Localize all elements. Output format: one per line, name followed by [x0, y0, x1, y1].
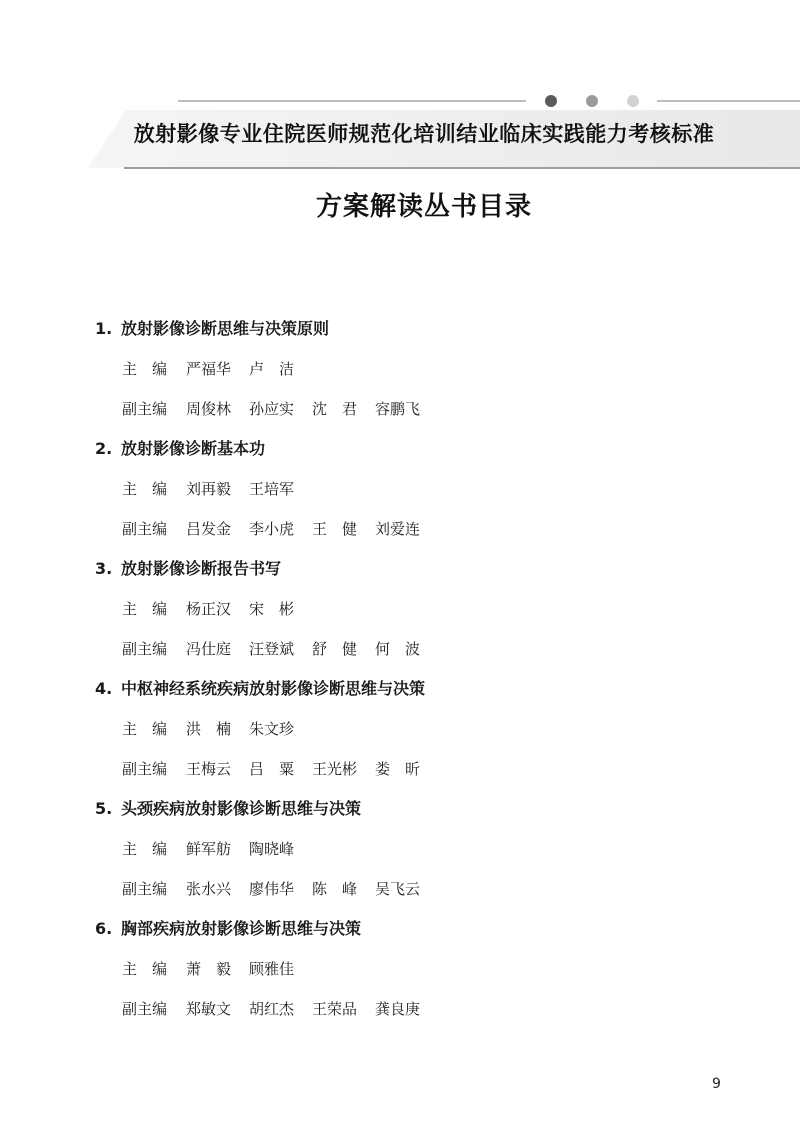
editor-role-label: 主 编 [122, 720, 168, 738]
editor-name: 宋 彬 [249, 600, 295, 618]
book-entry [95, 796, 715, 902]
editor-name: 陈 峰 [312, 880, 358, 898]
book-title [95, 796, 715, 822]
chief-editors-row [122, 596, 715, 622]
editor-name: 萧 毅 [186, 960, 232, 978]
editor-name: 孙应实 [249, 400, 295, 418]
editor-name: 杨正汉 [186, 600, 232, 618]
deputy-editors-row [122, 516, 715, 542]
editor-name: 陶晓峰 [249, 840, 295, 858]
deputy-editors-row [122, 756, 715, 782]
book-title-text: 头颈疾病放射影像诊断思维与决策 [121, 799, 362, 818]
book-number: 1. [95, 319, 113, 338]
editor-name: 廖伟华 [249, 880, 295, 898]
book-title-text: 放射影像诊断思维与决策原则 [121, 319, 330, 338]
book-number: 2. [95, 439, 113, 458]
editor-name: 吕 粟 [249, 760, 295, 778]
book-entry [95, 436, 715, 542]
editor-name: 卢 洁 [249, 360, 295, 378]
editor-name: 王荣品 [312, 1000, 358, 1018]
header-dot-medium [586, 95, 598, 107]
editor-name: 舒 健 [312, 640, 358, 658]
book-title [95, 316, 715, 342]
deputy-editors-row [122, 396, 715, 422]
series-title: 放射影像专业住院医师规范化培训结业临床实践能力考核标准 [133, 122, 715, 146]
editor-name: 王光彬 [312, 760, 358, 778]
editor-name: 胡红杰 [249, 1000, 295, 1018]
book-entry [95, 676, 715, 782]
book-title-text: 放射影像诊断报告书写 [121, 559, 282, 578]
editor-role-label: 主 编 [122, 840, 168, 858]
editor-role-label: 副主编 [122, 640, 168, 658]
editor-name: 冯仕庭 [186, 640, 232, 658]
book-title-text: 胸部疾病放射影像诊断思维与决策 [121, 919, 362, 938]
editor-name: 刘再毅 [186, 480, 232, 498]
book-title-text: 放射影像诊断基本功 [121, 439, 266, 458]
book-entry [95, 916, 715, 1022]
editor-name: 娄 昕 [375, 760, 421, 778]
chief-editors-row [122, 956, 715, 982]
editor-name: 朱文珍 [249, 720, 295, 738]
editor-name: 王梅云 [186, 760, 232, 778]
chief-editors-row [122, 716, 715, 742]
chief-editors-row [122, 836, 715, 862]
header-rule-right [657, 100, 800, 102]
chief-editors-row [122, 356, 715, 382]
editor-role-label: 主 编 [122, 360, 168, 378]
book-entry [95, 556, 715, 662]
book-entry [95, 316, 715, 422]
editor-name: 顾雅佳 [249, 960, 295, 978]
book-number: 5. [95, 799, 113, 818]
book-number: 6. [95, 919, 113, 938]
editor-role-label: 副主编 [122, 520, 168, 538]
header-dot-dark [545, 95, 557, 107]
book-title [95, 676, 715, 702]
editor-role-label: 主 编 [122, 480, 168, 498]
editor-role-label: 副主编 [122, 760, 168, 778]
editor-role-label: 主 编 [122, 960, 168, 978]
deputy-editors-row [122, 636, 715, 662]
editor-name: 王培军 [249, 480, 295, 498]
chief-editors-row [122, 476, 715, 502]
editor-name: 沈 君 [312, 400, 358, 418]
book-number: 3. [95, 559, 113, 578]
banner-underline [124, 167, 800, 169]
book-title-text: 中枢神经系统疾病放射影像诊断思维与决策 [121, 679, 426, 698]
editor-name: 汪登斌 [249, 640, 295, 658]
editor-name: 何 波 [375, 640, 421, 658]
editor-name: 容鹏飞 [375, 400, 421, 418]
editor-name: 郑敏文 [186, 1000, 232, 1018]
header-rule-left [178, 100, 526, 102]
book-title [95, 556, 715, 582]
editor-role-label: 副主编 [122, 1000, 168, 1018]
editor-name: 吕发金 [186, 520, 232, 538]
editor-role-label: 副主编 [122, 400, 168, 418]
book-number: 4. [95, 679, 113, 698]
editor-name: 张水兴 [186, 880, 232, 898]
page-title: 方案解读丛书目录 [315, 192, 532, 222]
editor-name: 王 健 [312, 520, 358, 538]
deputy-editors-row [122, 996, 715, 1022]
book-list [95, 316, 715, 1036]
editor-name: 李小虎 [249, 520, 295, 538]
editor-name: 吴飞云 [375, 880, 421, 898]
editor-name: 严福华 [186, 360, 232, 378]
editor-name: 洪 楠 [186, 720, 232, 738]
book-title [95, 916, 715, 942]
editor-role-label: 主 编 [122, 600, 168, 618]
book-title [95, 436, 715, 462]
editor-name: 龚良庚 [375, 1000, 421, 1018]
editor-role-label: 副主编 [122, 880, 168, 898]
deputy-editors-row [122, 876, 715, 902]
editor-name: 刘爱连 [375, 520, 421, 538]
editor-name: 周俊林 [186, 400, 232, 418]
page-number: 9 [712, 1076, 721, 1092]
header-dot-light [627, 95, 639, 107]
editor-name: 鲜军舫 [186, 840, 232, 858]
